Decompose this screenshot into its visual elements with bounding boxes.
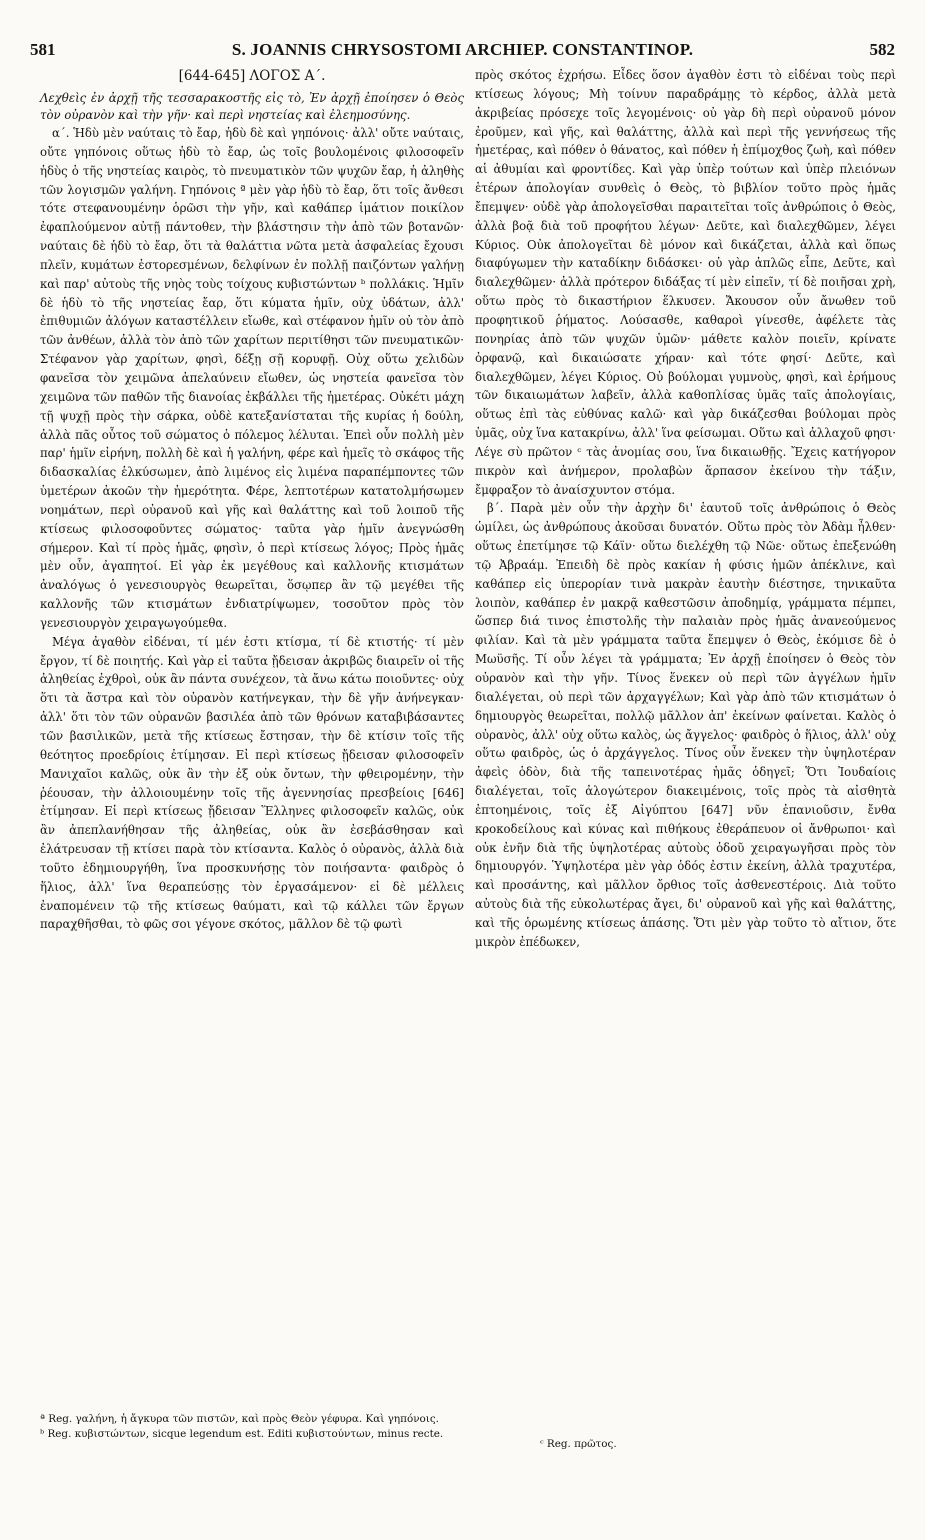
right-column [475, 66, 896, 952]
right-paragraph: β΄. Παρὰ μὲν οὖν τὴν ἀρχὴν δι' ἑαυτοῦ τοῖς ἀνθρώποις ὁ Θεὸς ὡμίλει, ὡς ἀνθρώπους ἀκοῦσαι δυνατόν. Οὕτω πρὸς τὸν Ἀδὰμ ἦλθεν· οὕτως ἐπετίμησε τῷ Κάϊν· οὕτω διελέχθη τῷ Νῶε· οὕτως ἐπεξενώθη τῷ Ἀβραάμ. Ἐπειδὴ δὲ πρὸς κακίαν ἡ φύσις ἡμῶν ἀπέκλινε, καὶ καθάπερ εἰς ὑπερορίαν τινὰ μακρὰν ἑαυτὴν διέστησε, τηνικαῦτα λοιπὸν, καθάπερ ἐν μακρᾷ καθεστῶσιν ἀποδημίᾳ, γράμματα πέμπει, ὥσπερ διά τινος ἐπιστολῆς τὴν παλαιὰν πρὸς ἡμᾶς ἀνανεούμενος φιλίαν. Καὶ τὰ μὲν γράμματα ταῦτα ἔπεμψεν ὁ Θεὸς, ἐκόμισε δὲ ὁ Μωϋσῆς. Τί οὖν λέγει τὰ γράμματα; Ἐν ἀρχῇ ἐποίησεν ὁ Θεὸς τὸν οὐρανὸν καὶ τὴν γῆν. Τίνος ἕνεκεν οὐ περὶ τῶν ἀγγέλων ἡμῖν διαλέγεται, οὐ περὶ τῶν ἀρχαγγέλων; Καὶ γὰρ ἀπὸ τῶν κτισμάτων ὁ δημιουργὸς θεωρεῖται, πολλῷ μᾶλλον ἀπ' ἐκείνων φαίνεται. Καλὸς ὁ οὐρανὸς, ἀλλ' οὐχ οὕτω καλὸς, ὡς ἄγγελος· φαιδρὸς ὁ ἥλιος, ἀλλ' οὐχ οὕτω φαιδρὸς, ὡς ὁ ἀρχάγγελος. Τίνος οὖν ἕνεκεν τὴν ὑψηλοτέραν ἀφεὶς ὁδὸν, διὰ τῆς ταπεινοτέρας ἡμᾶς ὁδηγεῖ; Ὅτι Ἰουδαίοις διαλέγεται, τοῖς ἀλογώτερον διακειμένοις, τοῖς πρὸς τὰ αἰσθητὰ ἐπτοημένοις, τοῖς ἐξ Αἰγύπτου [647] νῦν ἐπανιοῦσιν, ἔνθα κροκοδείλους καὶ κύνας καὶ πιθήκους ἐθεράπευον οἱ ἄνθρωποι· καὶ οὐκ ἐνῆν διὰ τῆς ὑψηλοτέρας αὐτοὺς ὁδοῦ χειραγωγῆσαι πρὸς τὸν δημιουργόν. Ὑψηλοτέρα μὲν γὰρ ὁδός ἐστιν ἐκείνη, ἀλλὰ τραχυτέρα, καὶ προσάντης, καὶ μᾶλλον ὄρθιος τοῖς ἀσθενεστέροις. Διὰ τοῦτο αὐτοὺς διὰ τῆς εὐκολωτέρας ἄγει, δι' οὐρανοῦ καὶ γῆς καὶ θαλάττης, καὶ τῆς ὁρωμένης κτίσεως ἁπάσης. Ὅτι μὲν γὰρ τοῦτο τὸ αἴτιον, ὅτε μικρὸν ἐπέδωκεν, [475, 501, 896, 949]
running-head [30, 38, 895, 62]
footnotes [40, 1412, 464, 1442]
left-paragraph: Μέγα ἀγαθὸν εἰδέναι, τί μέν ἐστι κτίσμα, τί δὲ κτιστής· τί μὲν ἔργον, τί δὲ ποιητής. Καὶ γὰρ εἰ ταῦτα ᾔδεισαν ἀκριβῶς διαιρεῖν οἱ τῆς ἀληθείας ἐχθροὶ, οὐκ ἂν πάντα συνέχεον, τὰ ἄνω κάτω ποιοῦντες· οὐχ ὅτι τὰ ἄστρα καὶ τὸν οὐρανὸν κατήνεγκαν, τὴν δὲ γῆν ἀνήνεγκαν· ἀλλ' ὅτι τὸν τῶν οὐρανῶν βασιλέα ἀπὸ τῶν θρόνων καταβιβάσαντες τῶν βασιλικῶν, μετὰ τῆς κτίσεως ἔστησαν, τὴν δὲ κτίσιν τοῖς τῆς θεότητος προεδρίοις ἐτίμησαν. Εἰ περὶ κτίσεως ᾔδεισαν φιλοσοφεῖν Μανιχαῖοι καλῶς, οὐκ ἂν τὴν ἐξ οὐκ ὄντων, τὴν φθειρομένην, τὴν ῥέουσαν, τὴν ἀλλοιουμένην τοῖς τῆς ἀγεννησίας πρεσβείοις [646] ἐτίμησαν. Εἰ περὶ κτίσεως ᾔδεισαν Ἕλληνες φιλοσοφεῖν καλῶς, οὐκ ἂν ἀπεπλανήθησαν τῆς ἀληθείας, οὐκ ἂν ἐσεβάσθησαν καὶ ἐλάτρευσαν τῇ κτίσει παρὰ τὸν κτίσαντα. Καλὸς ὁ οὐρανὸς, ἀλλὰ διὰ τοῦτο ἐδημιουργήθη, ἵνα προσκυνήσῃς τὸν ποιήσαντα· φαιδρὸς ὁ ἥλιος, ἀλλ' ἵνα θεραπεύσῃς τὸν ἐργασάμενον· εἰ δὲ μέλλεις ἐναπομένειν τῷ τῆς κτίσεως θαύματι, καὶ τῷ κάλλει τῶν ἔργων παραχθῆσθαι, τὸ φῶς σοι γέγονε σκότος, μᾶλλον δὲ τῷ φωτὶ [40, 634, 464, 932]
section-heading: [644-645] ΛΟΓΟΣ Α΄. [178, 68, 326, 84]
section-subtitle: Λεχθεὶς ἐν ἀρχῇ τῆς τεσσαρακοστῆς εἰς τὸ, Ἐν ἀρχῇ ἐποίησεν ὁ Θεὸς τὸν οὐρανὸν καὶ τὴν γῆν· καὶ περὶ νηστείας καὶ ἐλεημοσύνης. [40, 91, 464, 122]
right-paragraph: πρὸς σκότος ἐχρήσω. Εἶδες ὅσον ἀγαθὸν ἐστι τὸ εἰδέναι τοὺς περὶ κτίσεως λόγους; Μὴ τοίνυν παραδράμῃς τὸ κέρδος, ἀλλὰ μετὰ ἀκριβείας πρόσεχε τοῖς λεγομένοις· οὐ γὰρ δὴ περὶ οὐρανοῦ μόνον ἐροῦμεν, καὶ γῆς, καὶ θαλάττης, ἀλλὰ καὶ περὶ τῆς γεννήσεως τῆς ἡμετέρας, καὶ πόθεν ὁ θάνατος, καὶ πόθεν ἡ ἐπίμοχθος ζωὴ, καὶ πόθεν αἱ ἀθυμίαι καὶ φροντίδες. Καὶ γὰρ ὑπὲρ τούτων καὶ ὑπὲρ πλειόνων ἑτέρων ἀπολογίαν συνθεὶς ὁ Θεὸς, τὸ βιβλίον τοῦτο πρὸς ἡμᾶς ἔπεμψεν· οὐδὲ γὰρ ἀπολογεῖσθαι παραιτεῖται τοῖς ἀνθρώποις ὁ Θεὸς, ἀλλὰ βοᾷ διὰ τοῦ προφήτου λέγων· Δεῦτε, καὶ διαλεχθῶμεν, λέγει Κύριος. Οὐκ ἀπολογεῖται δὲ μόνον καὶ δικάζεται, ἀλλὰ καὶ ὅπως διαφύγωμεν τὴν καταδίκην διδάσκει· οὐ γὰρ ἁπλῶς εἶπε, Δεῦτε, καὶ διαλεχθῶμεν· ἀλλὰ πρότερον διδάξας τί μὲν εἰπεῖν, τί δὲ ποιῆσαι χρὴ, οὕτω πρὸς τὸ δικαστήριον ἕλκυσεν. Ἄκουσον οὖν ἄνωθεν τοῦ προφητικοῦ ῥήματος. Λούσασθε, καθαροὶ γίνεσθε, ἀφέλετε τὰς πονηρίας ἀπὸ τῶν ψυχῶν ὑμῶν· μάθετε καλὸν ποιεῖν, κρίνατε ὀρφανῷ, καὶ δικαιώσατε χήραν· καὶ τότε φησί· Δεῦτε, καὶ διαλεχθῶμεν, λέγει Κύριος. Οὐ βούλομαι γυμνοὺς, φησὶ, καὶ ἐρήμους τῶν δικαιωμάτων λαβεῖν, ἀλλὰ καθοπλίσας ὑμᾶς ταῖς ἀπολογίαις, οὕτως ἐπὶ τὰς εὐθύνας καλῶ· καὶ γὰρ δικάζεσθαι βούλομαι πρὸς ὑμᾶς, οὐχ ἵνα κατακρίνω, ἀλλ' ἵνα φείσωμαι. Οὕτω καὶ ἀλλαχοῦ φησι· Λέγε σὺ πρῶτον ᶜ τὰς ἀνομίας σου, ἵνα δικαιωθῇς. Ἔχεις κατήγορον πικρὸν καὶ ἀνήμερον, προλαβὼν ἅρπασον ἐκείνου τὴν τάξιν, ἔμφραξον τὸ ἀναίσχυντον στόμα. [475, 68, 896, 497]
running-title: S. JOANNIS CHRYSOSTOMI ARCHIEP. CONSTANTINOP. [231, 40, 694, 59]
left-paragraph: α΄. Ἡδὺ μὲν ναύταις τὸ ἔαρ, ἡδὺ δὲ καὶ γηπόνοις· ἀλλ' οὔτε ναύταις, οὔτε γηπόνοις οὕτως ἡδὺ τὸ ἔαρ, ὡς τοῖς βουλομένοις φιλοσοφεῖν ἡδὺς ὁ τῆς νηστείας καιρὸς, τὸ πνευματικὸν τῶν ψυχῶν ἔαρ, ἡ ἀληθὴς τῶν λογισμῶν γαλήνη. Γηπόνοις ª μὲν γὰρ ἡδὺ τὸ ἔαρ, ὅτι τοῖς ἄνθεσι τότε στεφανουμένην ὁρῶσι τὴν γῆν, καὶ καθάπερ ἱμάτιον ποικίλον ἐφαπλούμενον αὐτῇ πάντοθεν, τὴν βλάστησιν τὴν ἀπὸ τῶν βοτανῶν· ναύταις δὲ ἡδὺ τὸ ἔαρ, ὅτι τὰ θαλάττια νῶτα μετὰ ἀσφαλείας ἔχουσι πλεῖν, κυμάτων ἐστορεσμένων, δελφίνων ἐν πολλῇ παιζόντων γαλήνῃ καὶ παρ' αὐτοὺς τῆς νηὸς τοὺς τοίχους κυβιστώντων ᵇ πολλάκις. Ἡμῖν δὲ ἡδὺ τὸ τῆς νηστείας ἔαρ, ὅτι κύματα ἡμῖν, οὐχ ὑδάτων, ἀλλ' ἐπιθυμιῶν ἀλόγων καταστέλλειν εἴωθε, καὶ στέφανον ἡμῖν οὐ τὸν ἀπὸ τῶν ἀνθέων, ἀλλὰ τὸν ἀπὸ τῶν χαρίτων περιτίθησι τῶν πνευματικῶν· Στέφανον γὰρ χαρίτων, φησὶ, δέξῃ σῇ κορυφῇ. Οὐχ οὕτω χελιδὼν φανεῖσα τὸν χειμῶνα ἀπελαύνειν εἴωθεν, ὡς νηστεία φανεῖσα τὸν χειμῶνα τῶν παθῶν τῆς διανοίας ἐκβάλλει τῆς ἡμετέρας. Οὐκέτι μάχη τῇ ψυχῇ πρὸς τὴν σάρκα, οὐδὲ κατεξανίσταται τῆς κυρίας ἡ δούλη, ἀλλὰ πᾶς οὗτος τοῦ σώματος ὁ πόλεμος λέλυται. Ἐπεὶ οὖν πολλὴ μὲν παρ' ἡμῖν εἰρήνη, πολλὴ δὲ καὶ ἡ γαλήνη, φέρε καὶ ἡμεῖς τὸ σκάφος τῆς διδασκαλίας ἑλκύσωμεν, ἀπὸ λιμένος εἰς λιμένα παραπέμποντες τῶν ὑμετέρων ἀκοῶν τὴν ἡμερότητα. Φέρε, λεπτοτέρων κατατολμήσωμεν νοημάτων, περὶ οὐρανοῦ καὶ γῆς καὶ θαλάττης καὶ τοῦ λοιποῦ τῆς κτίσεως φιλοσοφοῦντες σώματος· ταῦτα γὰρ ἡμῖν ἀνεγνώσθη σήμερον. Καὶ τί πρὸς ἡμᾶς, φησὶν, ὁ περὶ κτίσεως λόγος; Πρὸς ἡμᾶς μὲν οὖν, ἀγαπητοί. Εἰ γὰρ ἐκ μεγέθους καὶ καλλονῆς κτισμάτων ἀναλόγως ὁ γενεσιουργὸς θεωρεῖται, ὅσῳπερ ἂν τῷ μεγέθει τῆς καλλονῆς τῶν κτισμάτων ἐνδιατρίψωμεν, τοσοῦτον πρὸς τὸν γενεσιουργὸν χειραγωγούμεθα. [40, 126, 464, 630]
footnote-b: ᵇ Reg. κυβιστώντων, sicque legendum est. Editi κυβιστούντων, minus recte. [40, 1428, 444, 1440]
page-number-left: 581 [30, 40, 56, 59]
footnote-a: ª Reg. γαλήνη, ἡ ἄγκυρα τῶν πιστῶν, καὶ πρὸς Θεὸν γέφυρα. Καὶ γηπόνοις. [40, 1413, 439, 1425]
page-number-right: 582 [869, 40, 895, 59]
left-column [40, 66, 464, 934]
footnote-c: ᶜ Reg. πρῶτος. [540, 1438, 617, 1450]
